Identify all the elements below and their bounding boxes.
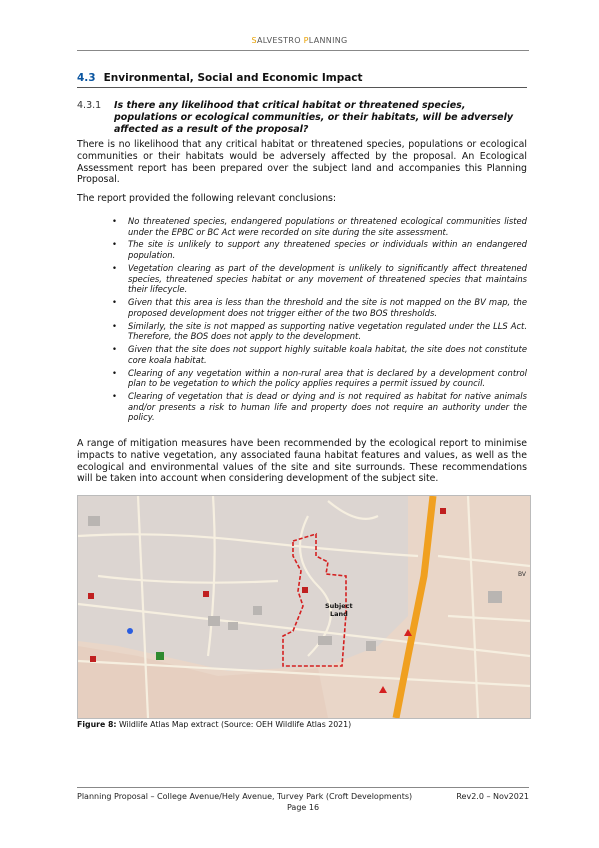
list-item-text: Given that this area is less than the threshold and the site is not mapped on the BV map, the proposed development does not trigger either of the two BOS thresholds. <box>128 297 527 318</box>
list-item <box>112 239 527 260</box>
conclusions-list <box>112 216 527 425</box>
list-item <box>112 368 527 389</box>
wildlife-atlas-map <box>77 495 531 719</box>
grey-area <box>78 496 408 671</box>
list-item-text: Vegetation clearing as part of the development is unlikely to significantly affect threatened species, threatened species habitat or any movement of threatened species that maintains their lifecycle. <box>128 262 527 295</box>
map-corner-label: BV <box>518 571 527 578</box>
list-item <box>112 216 527 237</box>
list-item-text: Given that the site does not support highly suitable koala habitat, the site does not constitute core koala habitat. <box>128 344 527 365</box>
green-marker-icon <box>156 652 164 660</box>
list-item-text: Similarly, the site is not mapped as supporting native vegetation regulated under the LLS Act. Therefore, the BOS does not apply to the development. <box>128 320 527 342</box>
list-item-text: Clearing of any vegetation within a non-rural area that is declared by a development control plan to be vegetation to which the policy applies requires a permit issued by council. <box>128 367 527 389</box>
paragraph-1: There is no likelihood that any critical habitat or threatened species, populations or ecological communities or their habitats would be adversely affected by the proposal. An Ecological Assessment report has been prepared over the subject land and accompanies this Planning Proposal. <box>77 139 527 186</box>
section-title: Environmental, Social and Economic Impact <box>103 72 363 84</box>
list-item-text: Clearing of vegetation that is dead or dying and is not required as habitat for native animals and/or presents a risk to human life and property does not require an authority under the policy. <box>128 390 527 423</box>
list-item-text: No threatened species, endangered populations or threatened ecological communities listed under the EPBC or BC Act were recorded on site during the site assessment. <box>128 216 527 237</box>
footer-rule <box>77 787 529 788</box>
paragraph-2: The report provided the following relevant conclusions: <box>77 193 337 204</box>
bullet-icon: • <box>112 390 117 401</box>
section-number: 4.3 <box>77 72 96 84</box>
footer-document-title: Planning Proposal – College Avenue/Hely Avenue, Turvey Park (Croft Developments) <box>77 792 413 801</box>
paragraph-3: A range of mitigation measures have been recommended by the ecological report to minimise impacts to native vegetation, any associated fauna habitat features and values, as well as the ecological and environmental values of the site and site surrounds. These recommendations will be taken into account when considering development of the subject site. <box>77 438 527 485</box>
footer-revision: Rev2.0 – Nov2021 <box>456 792 529 801</box>
map-graphic <box>78 496 530 718</box>
subject-land-label-line2: Land <box>330 610 348 618</box>
bullet-icon: • <box>112 297 117 308</box>
list-item <box>112 321 527 342</box>
figure-caption <box>77 720 351 729</box>
list-item <box>112 263 527 295</box>
bullet-icon: • <box>112 262 117 273</box>
bullet-icon: • <box>112 239 117 250</box>
figure-caption-label: Figure 8: <box>77 720 117 729</box>
bullet-icon: • <box>112 320 117 331</box>
document-header <box>0 36 599 45</box>
bullet-icon: • <box>112 216 117 226</box>
bullet-icon: • <box>112 344 117 355</box>
header-rule <box>77 50 529 51</box>
list-item <box>112 297 527 318</box>
subject-land-label-line1: Subject <box>325 602 353 610</box>
header-word-2: LANNING <box>308 36 348 45</box>
blue-marker-icon <box>127 628 133 634</box>
subsection-number: 4.3.1 <box>77 100 102 111</box>
section-heading <box>77 72 527 88</box>
list-item <box>112 344 527 365</box>
header-initial-s: S <box>251 36 257 45</box>
header-initial-p: P <box>303 36 309 45</box>
bullet-icon: • <box>112 367 117 378</box>
list-item-text: The site is unlikely to support any threatened species or individuals within an endangered population. <box>128 239 527 261</box>
page-number: Page 16 <box>286 803 320 812</box>
subsection-question-text: Is there any likelihood that critical habitat or threatened species, populations or ecological communities, or their habitats, will be adversely affected as a result of the proposal? <box>114 100 514 135</box>
figure-caption-text: Wildlife Atlas Map extract (Source: OEH Wildlife Atlas 2021) <box>116 720 352 729</box>
list-item <box>112 391 527 423</box>
header-word-1: ALVESTRO <box>257 36 304 45</box>
